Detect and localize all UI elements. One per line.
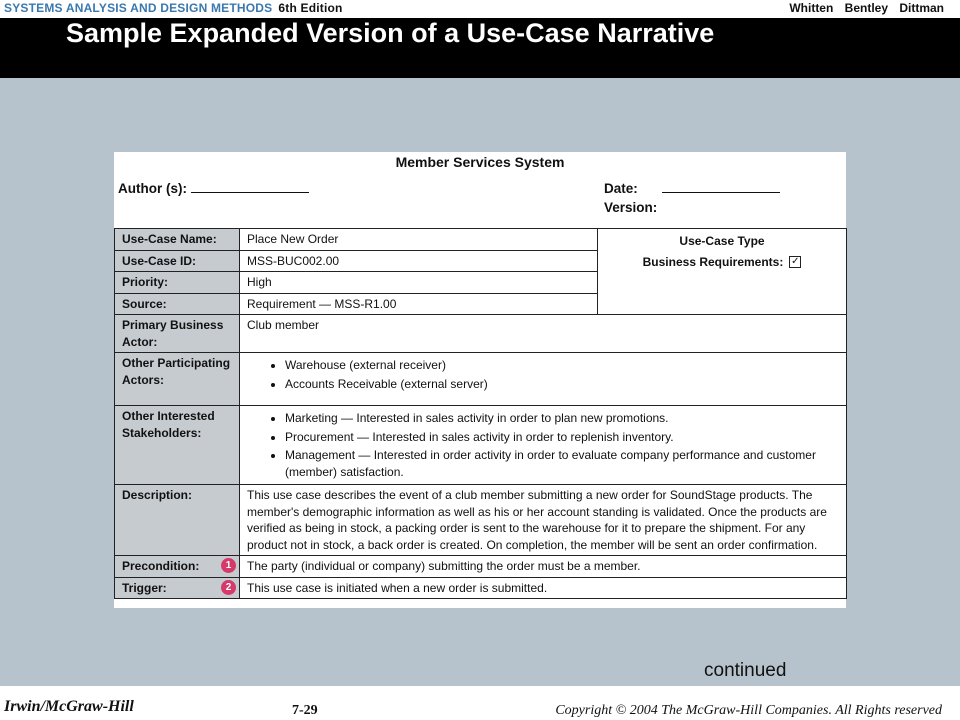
publisher-label: Irwin/McGraw-Hill (4, 698, 134, 715)
stakeholders-value (240, 406, 847, 485)
list-item: • Accounts Receivable (external server) (285, 376, 839, 393)
date-field: Date: (604, 180, 780, 196)
precondition-value: The party (individual or company) submitting the order must be a member. (240, 556, 847, 578)
description-value: This use case describes the event of a club member submitting a new order for SoundStage products. The member's demographic information as well as his or her account standing is validated. Once the products are verified as being in stock, a packing order is sent to the warehouse for it to prepare the shipment. For any product not in stock, a back order is created. On completion, the member will be sent an order confirmation. (240, 485, 847, 556)
table-row (115, 577, 847, 599)
other-actors-label: Other Participating Actors: (115, 353, 240, 406)
checkbox-icon: ✓ (791, 256, 800, 268)
slide-title: Sample Expanded Version of a Use-Case Narrative (66, 18, 715, 48)
table-row (115, 315, 847, 353)
trigger-label: Trigger: 2 (115, 577, 240, 599)
trigger-value: This use case is initiated when a new order is submitted. (240, 577, 847, 599)
edition-label: 6th Edition (278, 1, 343, 15)
use-case-name-value: Place New Order (240, 229, 598, 251)
number-badge-icon: 1 (221, 558, 236, 573)
priority-label: Priority: (115, 272, 240, 294)
other-actors-value (240, 353, 847, 406)
priority-value: High (240, 272, 598, 294)
top-header-bar (0, 0, 960, 18)
continued-label: continued (704, 660, 787, 681)
description-label: Description: (115, 485, 240, 556)
author-underline (191, 180, 309, 193)
author-field: Author (s): (118, 180, 309, 196)
number-badge-icon: 2 (221, 580, 236, 595)
system-name: Member Services System (395, 154, 565, 170)
table-row (115, 485, 847, 556)
use-case-id-label: Use-Case ID: (115, 250, 240, 272)
use-case-type-heading: Use-Case Type (679, 234, 765, 248)
copyright-label: Copyright © 2004 The McGraw-Hill Companies. All Rights reserved (555, 703, 942, 718)
list-item: • Warehouse (external receiver) (285, 357, 839, 374)
list-item: • Procurement — Interested in sales activity in order to replenish inventory. (285, 429, 839, 446)
precondition-label: Precondition: 1 (115, 556, 240, 578)
use-case-id-value: MSS-BUC002.00 (240, 250, 598, 272)
source-label: Source: (115, 293, 240, 315)
source-value: Requirement — MSS-R1.00 (240, 293, 598, 315)
list-item: • Management — Interested in order activity in order to evaluate company performance and customer (member) satisfaction. (285, 447, 839, 480)
use-case-name-label: Use-Case Name: (115, 229, 240, 251)
book-title: SYSTEMS ANALYSIS AND DESIGN METHODS 6th Edition (4, 1, 343, 15)
authors-label: Whitten Bentley Dittman (789, 1, 944, 15)
primary-actor-value: Club member (240, 315, 847, 353)
list-item: • Marketing — Interested in sales activity in order to plan new promotions. (285, 410, 839, 427)
business-requirements: Business Requirements: ✓ (642, 254, 800, 269)
page-number: 7-29 (292, 703, 318, 718)
date-underline (662, 180, 780, 193)
use-case-type-cell (598, 229, 847, 315)
stakeholders-label: Other Interested Stakeholders: (115, 406, 240, 485)
primary-actor-label: Primary Business Actor: (115, 315, 240, 353)
version-field: Version: (604, 200, 658, 215)
use-case-document (114, 152, 846, 608)
use-case-table (114, 228, 847, 599)
table-row (115, 556, 847, 578)
table-row (115, 353, 847, 406)
table-row (115, 229, 847, 251)
table-row (115, 406, 847, 485)
